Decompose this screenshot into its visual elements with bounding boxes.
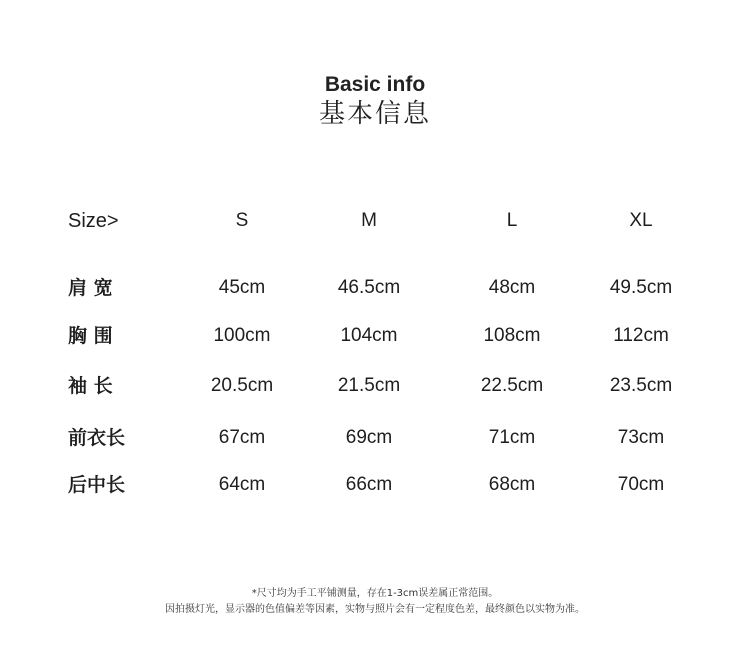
table-cell: 64cm [218,474,266,495]
row-label-shoulder-width: 肩 宽 [68,277,113,299]
title-chinese: 基本信息 [318,99,431,129]
size-header-xl: XL [629,210,653,231]
size-header-s: S [235,210,249,231]
table-cell: 49.5cm [609,277,673,298]
table-cell: 100cm [213,325,271,346]
table-cell: 22.5cm [480,375,544,396]
table-cell: 48cm [488,277,536,298]
table-cell: 67cm [218,427,266,448]
size-row-label: Size> [68,210,119,232]
table-cell: 108cm [483,325,541,346]
measurement-note: *尺寸均为手工平铺测量，存在1-3cm误差属正常范围。 [251,588,499,599]
table-cell: 21.5cm [337,375,401,396]
size-header-l: L [506,210,518,231]
row-label-chest: 胸 围 [68,325,113,347]
table-cell: 23.5cm [609,375,673,396]
row-label-sleeve-length: 袖 长 [68,375,113,397]
title-english: Basic info [324,73,426,96]
table-cell: 73cm [617,427,665,448]
table-cell: 104cm [340,325,398,346]
table-cell: 112cm [613,325,669,346]
table-cell: 70cm [617,474,665,495]
table-cell: 71cm [488,427,536,448]
table-cell: 69cm [345,427,393,448]
row-label-front-length: 前衣长 [68,427,126,449]
size-header-m: M [361,210,377,231]
table-cell: 68cm [488,474,536,495]
table-cell: 66cm [345,474,393,495]
row-label-back-length: 后中长 [68,474,126,496]
table-cell: 46.5cm [337,277,401,298]
table-cell: 45cm [218,277,266,298]
color-disclaimer: 因拍摄灯光，显示器的色值偏差等因素，实物与照片会有一定程度色差，最终颜色以实物为准。 [165,604,585,615]
table-cell: 20.5cm [210,375,274,396]
